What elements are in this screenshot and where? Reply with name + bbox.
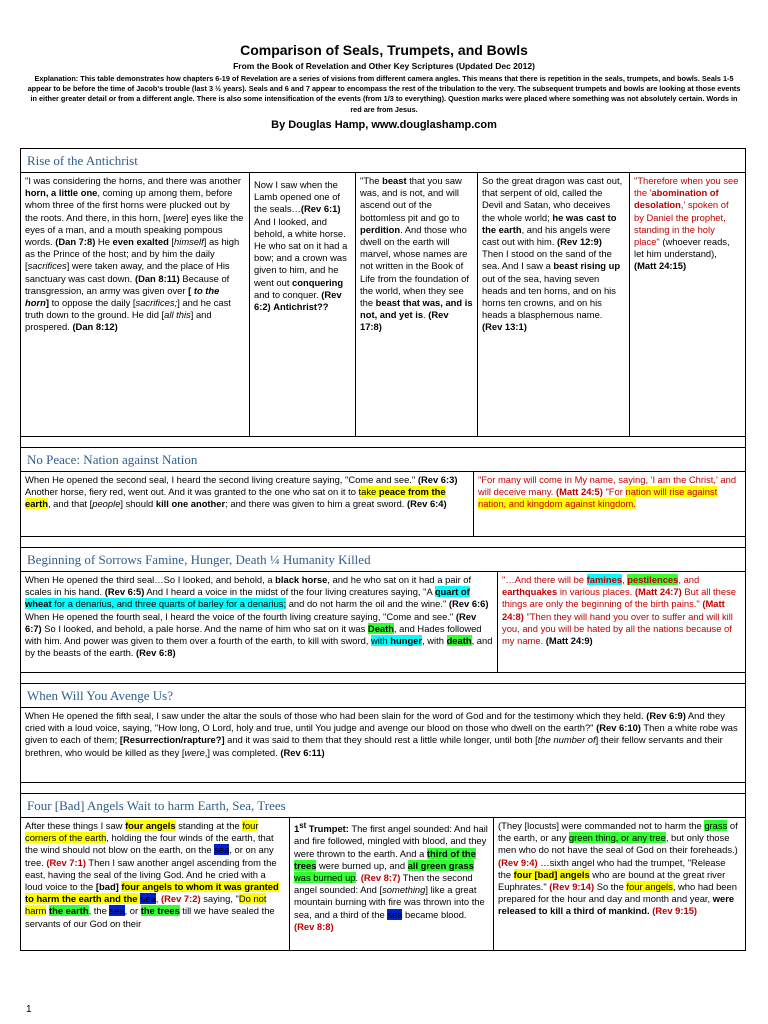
rev-6-1-cell: Now I saw when the Lamb opened one of the seals…(Rev 6:1) And I looked, and behold, a white horse. He who sat on it had a bow; and a crown was given to him, and he went out conquering and to conquer. (Rev 6:2) Antichrist?? (249, 173, 355, 436)
daniel-cell: "I was considering the horns, and there was another horn, a little one, coming up among them, before whom three of the first horns were plucked out by the roots. And there, in this horn, [were] eyes like the eyes of a man, and a mouth speaking pompous words. (Dan 7:8) He even exalted [himself] as high as the Prince of the host; and by him the daily [sacrifices] were taken away, and the place of His sanctuary was cast down. (Dan 8:11) Because of transgression, an army was given over [ to the horn] to oppose the daily [sacrifices;] and he cast truth down to the ground. He did [all this] and prospered. (Dan 8:12) (25, 175, 244, 333)
table-row (21, 173, 745, 437)
rev-7-1-cell: After these things I saw four angels standing at the four corners of the earth, holding the four winds of the earth, that the wind should not blow on the earth, on the sea, or on any tree. (Rev 7:1) Then I saw another angel ascending from the east, having the seal of the living God. And he cried with a loud voice to the [bad] four angels to whom it was granted to harm the earth and the sea, (Rev 7:2) saying, "Do not harm the earth, the sea, or the trees till we have sealed the servants of our God on their (25, 820, 279, 929)
section-gap (21, 673, 745, 684)
table-row (21, 572, 745, 673)
section-title-avenge: When Will You Avenge Us? (21, 684, 745, 708)
comparison-table (20, 148, 746, 951)
document-title: Comparison of Seals, Trumpets, and Bowls (240, 42, 528, 58)
section-gap (21, 437, 745, 448)
section-title-peace: No Peace: Nation against Nation (21, 448, 745, 472)
matt-24-15-cell: "Therefore when you see the 'abomination of desolation,' spoken of by Daniel the prophet, standing in the holy place" (whoever reads, let him understand), (Matt 24:15) (629, 173, 745, 436)
rev-17-8-cell: "The beast that you saw was, and is not, and will ascend out of the bottomless pit and go to perdition. And those who dwell on the earth will marvel, whose names are not written in the Book of Life from the foundation of the world, when they see the beast that was, and is not, and yet is. (Rev 17:8) (355, 173, 477, 436)
trumpet-1-cell: 1st Trumpet: The first angel sounded: And hail and fire followed, mingled with blood, and they were thrown to the earth. And a third of the trees were burned up, and all green grass was burned up. (Rev 8:7) Then the second angel sounded: And [something] like a great mountain burning with fire was thrown into the sea, and a third of the sea became blood. (Rev 8:8) (289, 818, 493, 950)
table-row (21, 472, 745, 537)
table-row (21, 708, 745, 783)
section-gap (21, 537, 745, 548)
matt-24-5-cell: "For many will come in My name, saying, 'I am the Christ,' and will deceive many. (Matt 24:5) "For nation will rise against nation, and kingdom against kingdom. (473, 472, 745, 536)
rev-9-4-cell: (They [locusts] were commanded not to harm the grass of the earth, or any green thing, or any tree, but only those men who do not have the seal of God on their foreheads.) (Rev 9:4) …sixth angel who had the trumpet, "Release the four [bad] angels who are bound at the great river Euphrates." (Rev 9:14) So the four angels, who had been prepared for the hour and day and month and year, were released to kill a third of mankind. (Rev 9:15) (493, 818, 745, 950)
page-number: 1 (26, 1004, 32, 1015)
author-line: By Douglas Hamp, www.douglashamp.com (271, 118, 497, 131)
rev-12-9-cell: So the great dragon was cast out, that serpent of old, called the Devil and Satan, who deceives the whole world; he was cast to the earth, and his angels were cast out with him. (Rev 12:9) Then I stood on the sand of the sea. And I saw a beast rising up out of the sea, having seven heads and ten horns, and on his horns ten crowns, and on his heads a blasphemous name. (Rev 13:1) (477, 173, 629, 436)
document-subtitle: From the Book of Revelation and Other Key Scriptures (Updated Dec 2012) (233, 61, 535, 71)
rev-6-5-cell: When He opened the third seal…So I looked, and behold, a black horse, and he who sat on it had a pair of scales in his hand. (Rev 6:5) And I heard a voice in the midst of the four living creatures saying, "A quart of wheat for a denarius, and three quarts of barley for a denarius; and do not harm the oil and the wine." (Rev 6:6) When He opened the fourth seal, I heard the voice of the fourth living creature saying, "Come and see." (Rev 6:7) So I looked, and behold, a pale horse. And the name of him who sat on it was Death, and Hades followed with him. And power was given to them over a fourth of the earth, to kill with sword, with hunger, with death, and by the beasts of the earth. (Rev 6:8) (25, 574, 493, 659)
rev-6-3-cell: When He opened the second seal, I heard the second living creature saying, "Come and see." (Rev 6:3) Another horse, fiery red, went out. And it was granted to the one who sat on it to take peace from the earth, and that [people] should kill one another; and there was given to him a great sword. (Rev 6:4) (25, 474, 458, 510)
section-title-sorrows: Beginning of Sorrows Famine, Hunger, Death ¼ Humanity Killed (21, 548, 745, 572)
section-title-antichrist: Rise of the Antichrist (21, 149, 745, 173)
explanation-text: Explanation: This table demonstrates how chapters 6-19 of Revelation are a series of visions from different camera angles. This means that there is repetition in the seals, trumpets, and bowls. Seals 1-5 appear to be before the time of Jacob's trouble (last 3 ½ years). Seals and 6 and 7 appear to encompass the rest of the tribulation to the very. The subsequent trumpets and bowls are looking at those events in either greater detail or from a different angle. There is also some intensification of the events (from 1/3 to everything). Question marks were placed where something was not absolutely certain. Words in red are from Jesus. (27, 74, 741, 114)
table-row (21, 818, 745, 951)
section-gap (21, 783, 745, 794)
rev-6-9-cell: When He opened the fifth seal, I saw under the altar the souls of those who had been slain for the word of God and for the testimony which they held. (Rev 6:9) And they cried with a loud voice, saying, "How long, O Lord, holy and true, until You judge and avenge our blood on those who dwell on the earth?" (Rev 6:10) Then a white robe was given to each of them; [Resurrection/rapture?] and it was said to them that they should rest a little while longer, until both [the number of] their fellow servants and their brethren, who would be killed as they [were,] was completed. (Rev 6:11) (25, 710, 738, 758)
document-header (26, 42, 742, 131)
matt-24-7-cell: "…And there will be famines, pestilences, and earthquakes in various places. (Matt 24:7) But all these things are only the beginning of the birth pains." (Matt 24:8) "Then they will hand you over to suffer and will kill you, and you will be hated by all the nations because of my name. (Matt 24:9) (497, 572, 745, 672)
section-title-angels: Four [Bad] Angels Wait to harm Earth, Sea, Trees (21, 794, 745, 818)
